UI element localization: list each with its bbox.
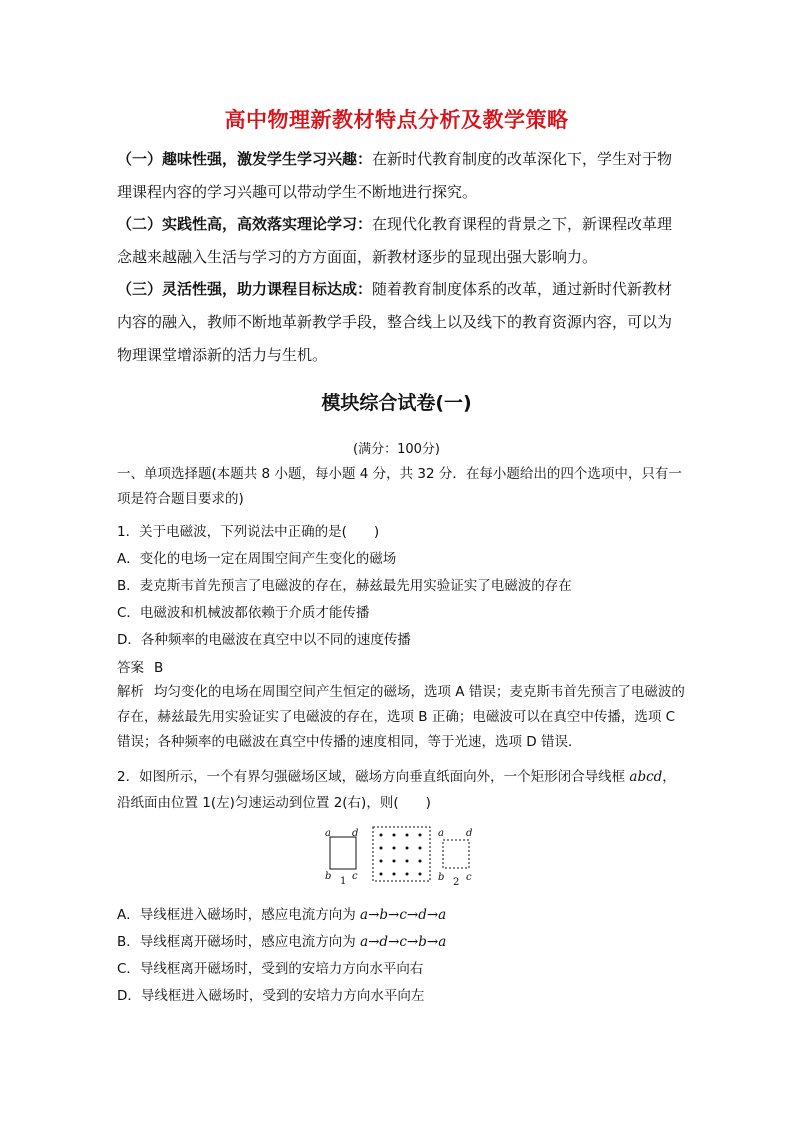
answer-value: B: [154, 660, 164, 676]
q1-option-b: B．麦克斯韦首先预言了电磁波的存在，赫兹最先用实验证实了电磁波的存在: [117, 578, 572, 594]
intro-heading-1: （一）趣味性强，激发学生学习兴趣：: [117, 150, 373, 168]
intro-paragraph-3: [117, 273, 682, 372]
frame-position-1: [330, 837, 356, 869]
intro-paragraph-2: [117, 208, 682, 274]
q2-option-a: [117, 903, 446, 923]
q1-option-c: C．电磁波和机械波都依赖于介质才能传播: [117, 605, 370, 621]
q1-analysis: [117, 680, 687, 755]
label-c-1: c: [352, 871, 358, 882]
intro-text-2: 在现代化教育课程的背景之下，新课程改革理念越来越融入生活与学习的方方面面，新教材逐步的显现出强大影响力。: [117, 215, 673, 266]
label-c-2: c: [466, 872, 472, 883]
label-a-1: a: [325, 828, 331, 839]
intro-paragraph-1: [117, 143, 682, 209]
magnetic-field-figure: [318, 822, 478, 888]
analysis-label: 解析: [117, 684, 144, 700]
intro-heading-2: （二）实践性高，高效落实理论学习：: [117, 215, 373, 233]
q2-option-a-sequence: a→b→c→d→a: [360, 907, 447, 923]
intro-heading-3: （三）灵活性强，助力课程目标达成：: [117, 280, 373, 298]
intro-text-1: 在新时代教育制度的改革深化下，学生对于物理课程内容的学习兴趣可以带动学生不断地进行探究。: [117, 150, 673, 201]
q1-option-a: A．变化的电场一定在周围空间产生变化的磁场: [117, 551, 397, 567]
label-b-2: b: [438, 872, 445, 883]
q2-stem-line1: [117, 765, 676, 785]
label-position-2: 2: [453, 877, 460, 888]
q2-stem-part1: 2．如图所示，一个有界匀强磁场区域，磁场方向垂直纸面向外，一个矩形闭合导线框: [117, 769, 630, 785]
q2-option-d: D．导线框进入磁场时，受到的安培力方向水平向左: [117, 988, 425, 1004]
q2-option-b-text: B．导线框离开磁场时，感应电流方向为: [117, 934, 361, 950]
answer-label: 答案: [117, 660, 144, 676]
label-d-2: d: [466, 828, 473, 839]
exam-score: (满分：100分): [353, 442, 440, 457]
q1-option-d: D．各种频率的电磁波在真空中以不同的速度传播: [117, 632, 411, 648]
field-dots: [380, 834, 422, 876]
q2-option-a-text: A．导线框进入磁场时，感应电流方向为: [117, 907, 361, 923]
label-position-1: 1: [340, 876, 347, 887]
q2-option-b: [117, 930, 446, 950]
exam-title: 模块综合试卷(一): [321, 392, 472, 414]
frame-position-2: [443, 840, 469, 868]
q2-stem-part2: ，: [662, 769, 676, 785]
label-a-2: a: [438, 828, 444, 839]
q1-stem: 1．关于电磁波，下列说法中正确的是( ): [117, 524, 380, 540]
label-b-1: b: [325, 871, 332, 882]
q2-option-b-sequence: a→d→c→b→a: [360, 934, 447, 950]
q2-stem-variable: abcd: [629, 769, 663, 785]
analysis-text: 均匀变化的电场在周围空间产生恒定的磁场，选项 A 错误；麦克斯韦首先预言了电磁波的存在，赫兹最先用实验证实了电磁波的存在，选项 B 正确；电磁波可以在真空中传播，选项 C 错误；各种频率的电磁波在真空中传播的速度相同，等于光速，选项 D 错误．: [117, 684, 685, 750]
intro-text-3: 随着教育制度体系的改革，通过新时代新教材内容的融入，教师不断地革新教学手段，整合线上以及线下的教育资源内容，可以为物理课堂增添新的活力与生机。: [117, 280, 673, 364]
q2-option-c: C．导线框离开磁场时，受到的安培力方向水平向右: [117, 961, 424, 977]
q1-answer: [117, 656, 163, 676]
page-title: 高中物理新教材特点分析及教学策略: [224, 108, 569, 132]
q2-stem-line2: 沿纸面由位置 1(左)匀速运动到位置 2(右)，则( ): [117, 795, 431, 811]
label-d-1: d: [352, 828, 359, 839]
section-heading: 一、单项选择题(本题共 8 小题，每小题 4 分，共 32 分．在每小题给出的四个选项中，只有一项是符合题目要求的): [117, 466, 682, 507]
